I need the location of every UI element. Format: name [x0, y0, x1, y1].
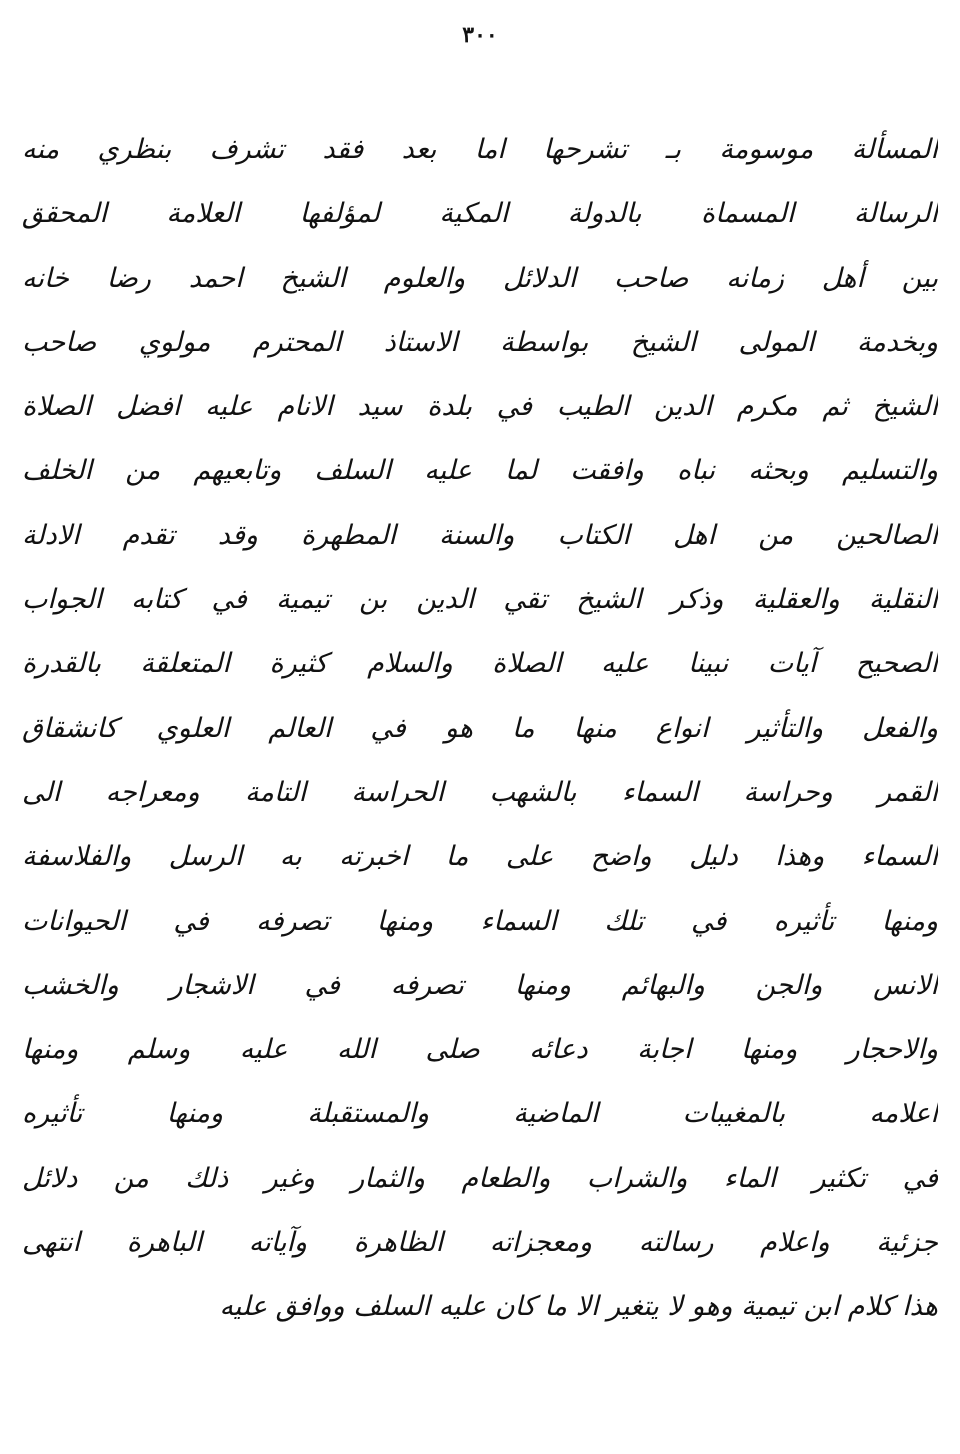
text-line: جزئية واعلام رسالته ومعجزاته الظاهرة وآياته الباهرة انتهى: [22, 1227, 938, 1259]
page-number: ٣٠٠: [462, 22, 498, 48]
text-line: هذا كلام ابن تيمية وهو لا يتغير الا ما كان عليه السلف ووافق عليه: [219, 1291, 938, 1323]
text-line: في تكثير الماء والشراب والطعام والثمار وغير ذلك من دلائل: [22, 1162, 938, 1194]
text-line: وبخدمة المولى الشيخ بواسطة الاستاذ المحترم مولوي صاحب: [22, 326, 938, 358]
text-line: بين أهل زمانه صاحب الدلائل والعلوم الشيخ احمد رضا خانه: [22, 262, 938, 294]
handwritten-text-body: [22, 118, 938, 1340]
text-line: والاحجار ومنها اجابة دعائه صلى الله عليه وسلم ومنها: [22, 1034, 938, 1066]
text-line: الانس والجن والبهائم ومنها تصرفه في الاشجار والخشب: [22, 969, 938, 1001]
text-line: والفعل والتأثير انواع منها ما هو في العالم العلوي كانشقاق: [22, 712, 938, 744]
text-line: المسألة موسومة بـ تشرحها اما بعد فقد تشرف بنظري منه: [22, 134, 938, 165]
text-line: الصالحين من اهل الكتاب والسنة المطهرة وقد تقدم الادلة: [22, 519, 938, 551]
text-line: الرسالة المسماة بالدولة المكية لمؤلفها العلامة المحقق: [22, 198, 938, 230]
text-line: ومنها تأثيره في تلك السماء ومنها تصرفه في الحيوانات: [22, 905, 938, 937]
text-line: والتسليم وبحثه نباه وافقت لما عليه السلف وتابعيهم من الخلف: [22, 455, 938, 487]
text-line: اعلامه بالمغيبات الماضية والمستقبلة ومنها تأثيره: [22, 1098, 938, 1130]
text-line: الشيخ ثم مكرم الدين الطيب في بلدة سيد الانام عليه افضل الصلاة: [22, 391, 938, 423]
text-line: القمر وحراسة السماء بالشهب الحراسة التامة ومعراجه الى: [22, 776, 938, 808]
text-line: الصحيح آيات نبينا عليه الصلاة والسلام كثيرة المتعلقة بالقدرة: [22, 648, 938, 680]
text-line: النقلية والعقلية وذكر الشيخ تقي الدين بن تيمية في كتابه الجواب: [22, 584, 938, 616]
text-line: السماء وهذا دليل واضح على ما اخبرته به الرسل والفلاسفة: [22, 841, 938, 873]
